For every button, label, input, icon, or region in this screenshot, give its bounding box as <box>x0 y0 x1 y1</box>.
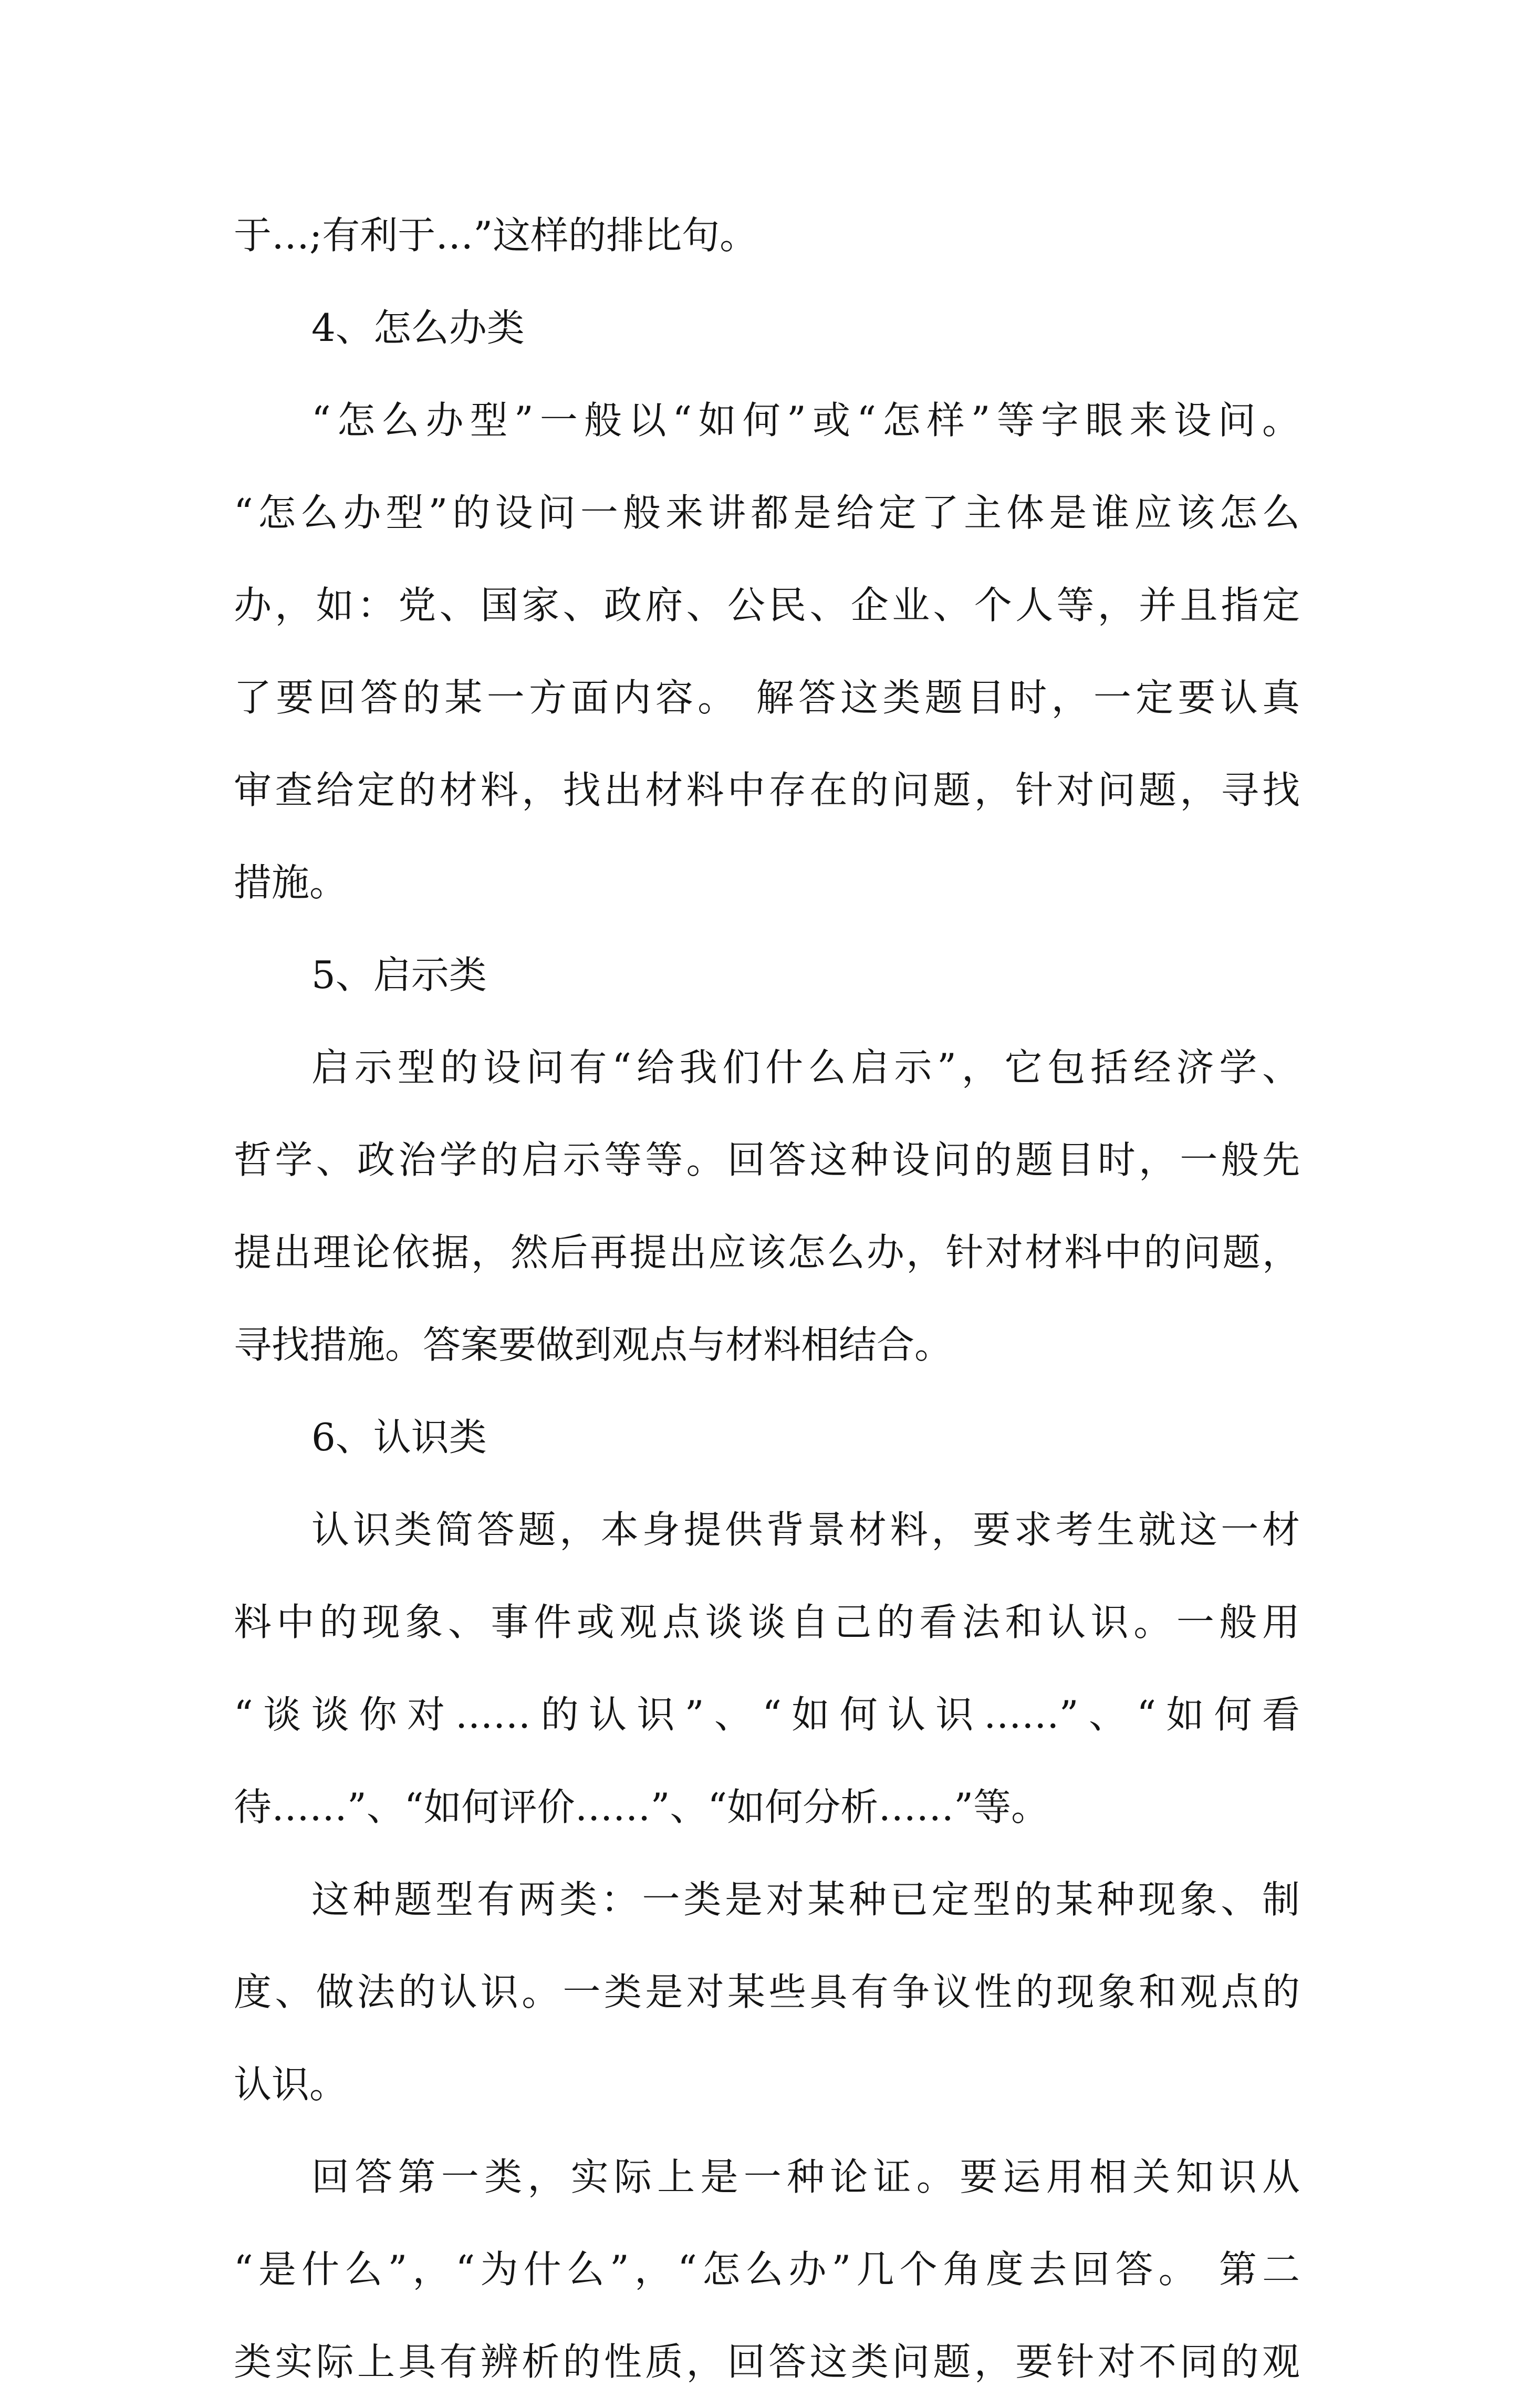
paragraph-line: 哲学、政治学的启示等等。回答这种设问的题目时，一般先 <box>234 1138 1300 1182</box>
paragraph-line: 提出理论依据，然后再提出应该怎么办，针对材料中的问题， <box>234 1230 1300 1274</box>
paragraph-line: 了要回答的某一方面内容。 解答这类题目时，一定要认真 <box>234 676 1300 720</box>
paragraph-line: 审查给定的材料，找出材料中存在的问题，针对问题，寻找 <box>234 768 1300 812</box>
paragraph-line: 办，如：党、国家、政府、公民、企业、个人等，并且指定 <box>234 583 1300 627</box>
paragraph-line: 寻找措施。答案要做到观点与材料相结合。 <box>234 1323 953 1367</box>
body-text <box>234 189 1300 2408</box>
section-heading-enlightenment: 5、启示类 <box>311 953 487 997</box>
paragraph-line: “谈谈你对……的认识”、“如何认识……”、“如何看 <box>234 1693 1300 1737</box>
paragraph-line: 措施。 <box>234 860 348 905</box>
paragraph-line: 启示型的设问有“给我们什么启示”，它包括经济学、 <box>311 1045 1300 1089</box>
paragraph-line: 这种题型有两类：一类是对某种已定型的某种现象、制 <box>311 1877 1300 1922</box>
paragraph-line: 认识类简答题，本身提供背景材料，要求考生就这一材 <box>311 1508 1300 1552</box>
paragraph-line: 待……”、“如何评价……”、“如何分析……”等。 <box>234 1785 1049 1829</box>
paragraph-line: 回答第一类，实际上是一种论证。要运用相关知识从 <box>311 2155 1300 2199</box>
paragraph-line: 类实际上具有辨析的性质，回答这类问题，要针对不同的观 <box>234 2340 1300 2384</box>
paragraph-line: “怎么办型”的设问一般来讲都是给定了主体是谁应该怎么 <box>234 491 1300 535</box>
paragraph-line: 度、做法的认识。一类是对某些具有争议性的现象和观点的 <box>234 1970 1300 2014</box>
paragraph-line: 认识。 <box>234 2062 348 2106</box>
paragraph-line: “是什么”，“为什么”，“怎么办”几个角度去回答。 第二 <box>234 2247 1300 2291</box>
paragraph-line: “怎么办型”一般以“如何”或“怎样”等字眼来设问。 <box>311 398 1300 442</box>
paragraph-line: 于…;有利于…”这样的排比句。 <box>234 213 758 257</box>
paragraph-line: 料中的现象、事件或观点谈谈自己的看法和认识。一般用 <box>234 1600 1300 1644</box>
section-heading-understanding: 6、认识类 <box>311 1415 487 1459</box>
section-heading-how-to: 4、怎么办类 <box>311 306 525 350</box>
